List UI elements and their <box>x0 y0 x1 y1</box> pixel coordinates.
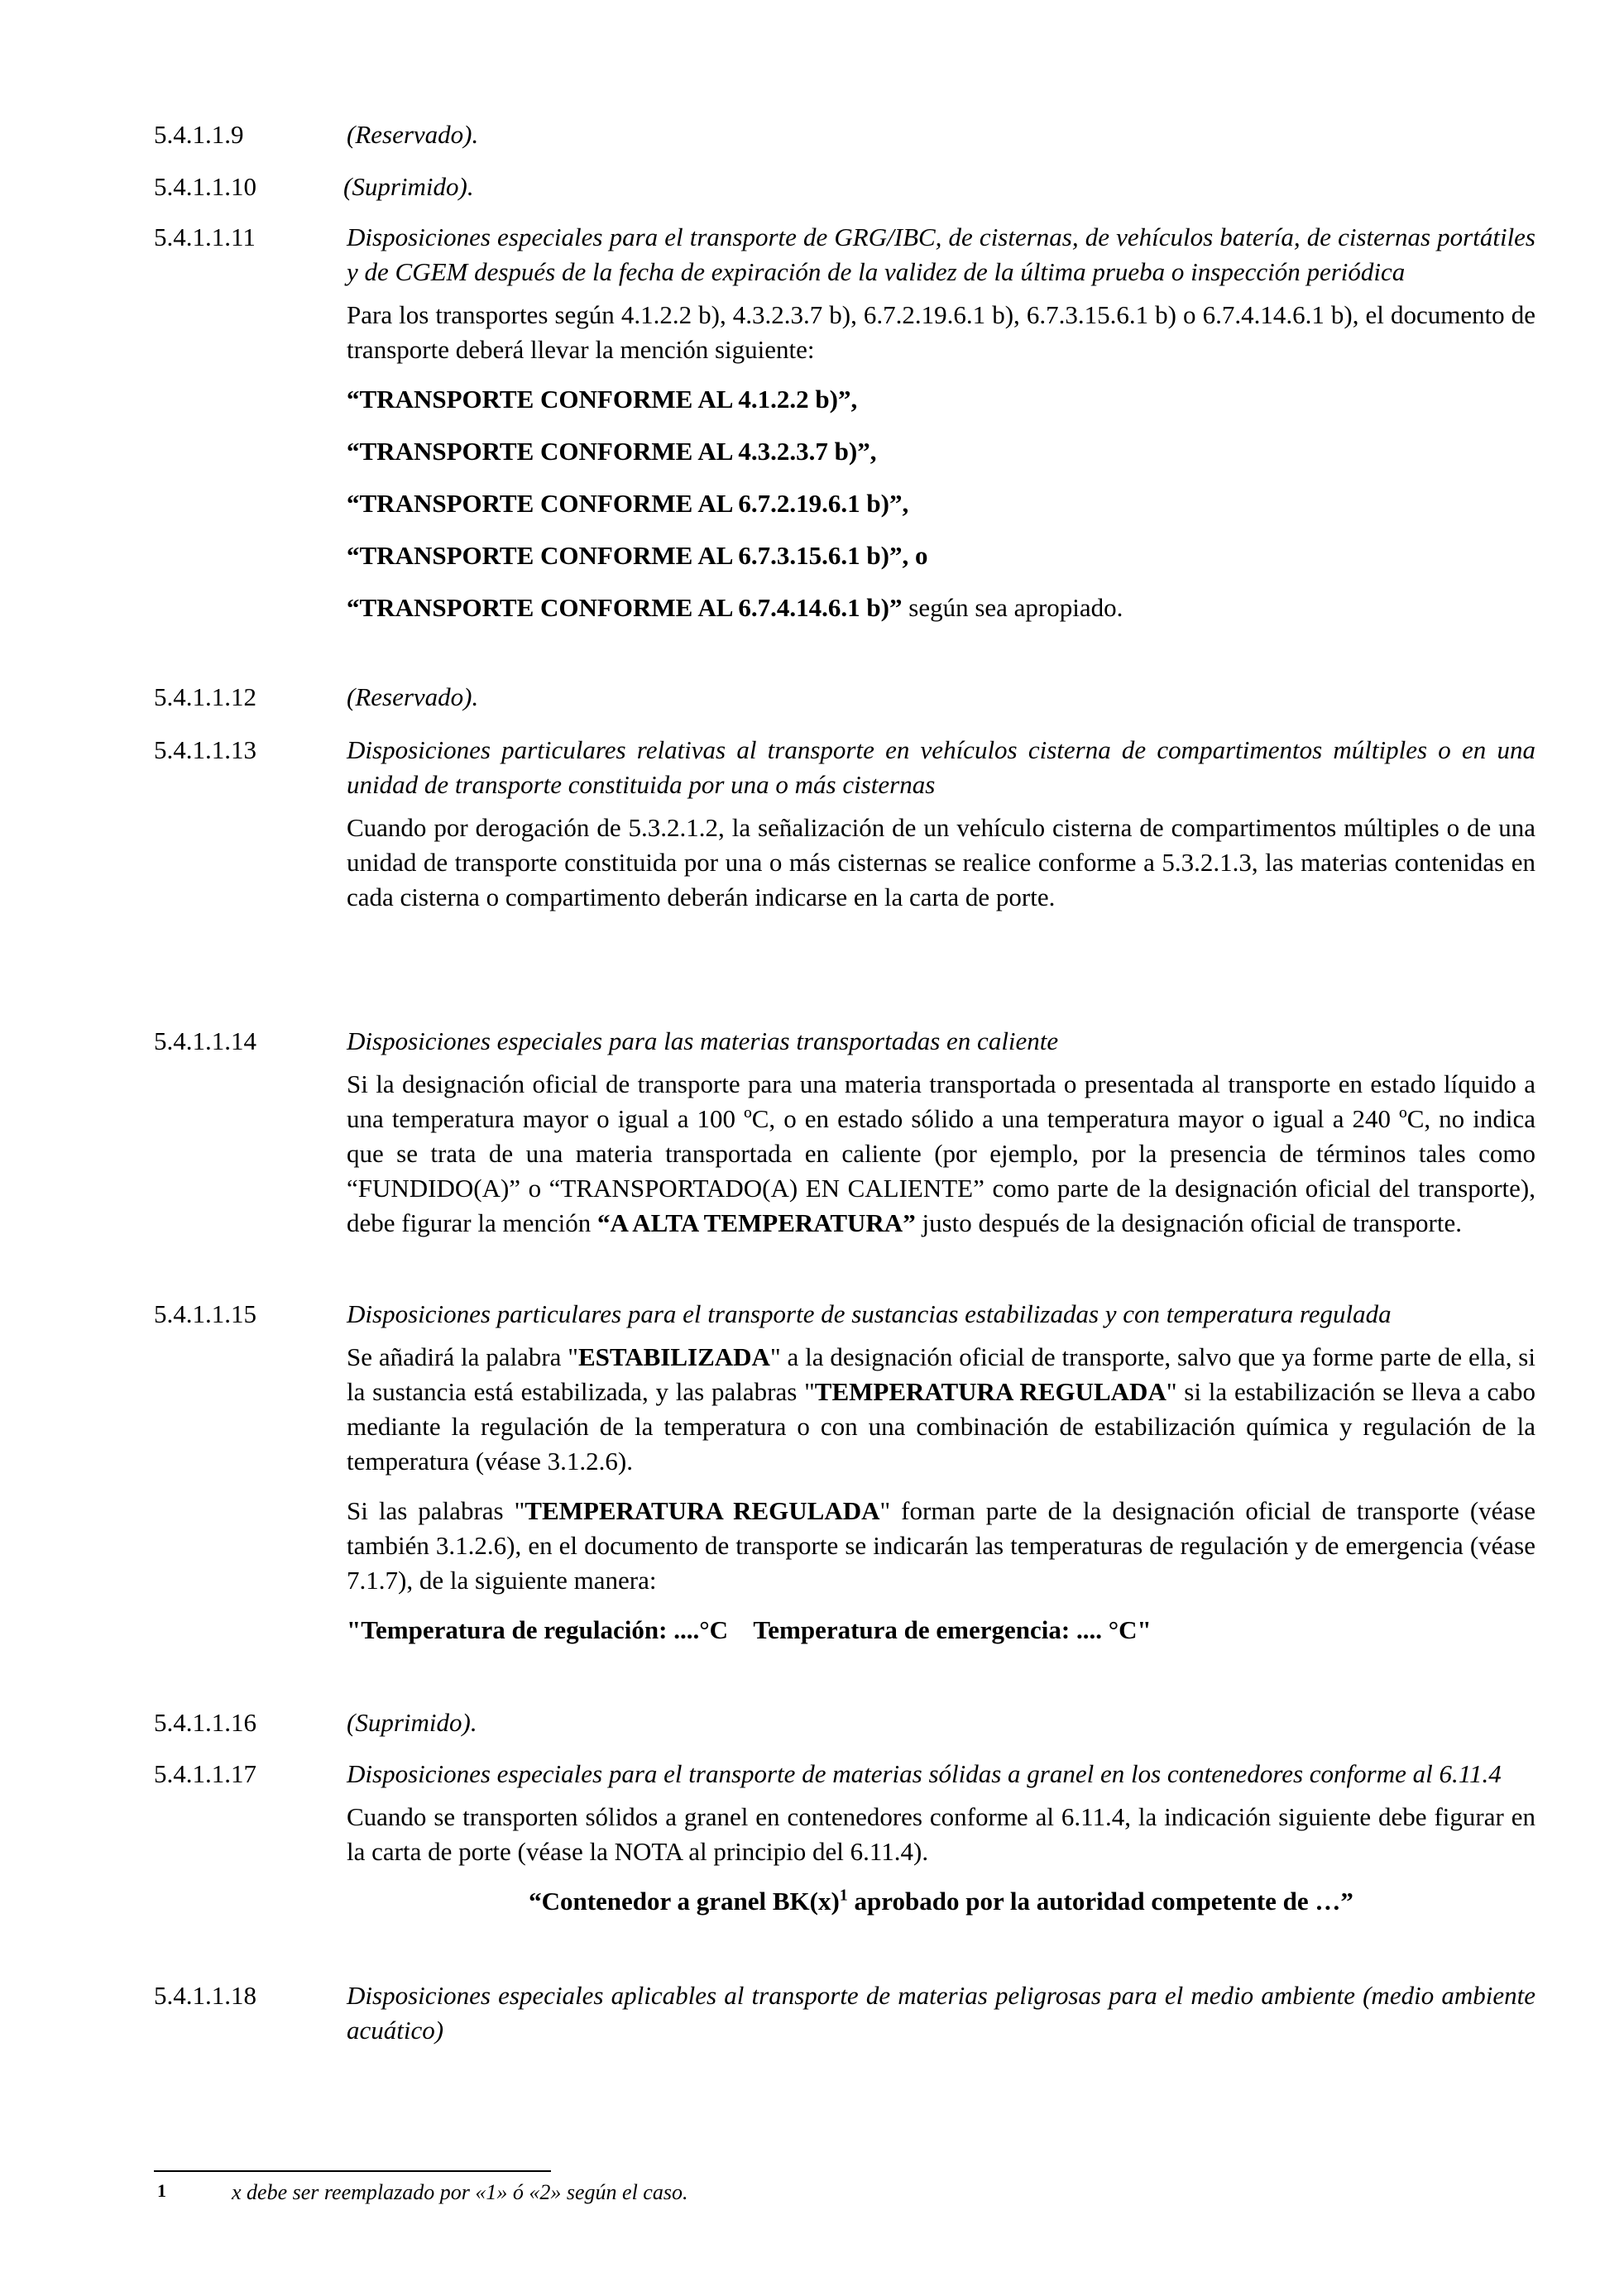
mention-text: “Contenedor a granel BK(x) <box>529 1887 840 1916</box>
section-5-4-1-1-9 <box>154 117 1535 160</box>
section-5-4-1-1-12 <box>154 680 1535 723</box>
mention-line: “TRANSPORTE CONFORME AL 6.7.2.19.6.1 b)”, <box>347 489 909 518</box>
footnote-ref: 1 <box>839 1886 848 1905</box>
section-number: 5.4.1.1.17 <box>154 1759 256 1788</box>
section-5-4-1-1-18 <box>154 1978 1535 2056</box>
mention-line: “TRANSPORTE CONFORME AL 4.3.2.3.7 b)”, <box>347 437 877 466</box>
bold-term: TEMPERATURA REGULADA <box>814 1377 1167 1406</box>
mention-text: aprobado por la autoridad competente de …” <box>847 1887 1353 1916</box>
paragraph-text: " si la estabilización se lleva a cabo mediante la regulación de la temperatura o con una combinación de estabilización química y regulación de la temperatura (véase 3.1.2.6). <box>347 1377 1535 1476</box>
section-number: 5.4.1.1.14 <box>154 1026 256 1055</box>
section-number: 5.4.1.1.10 <box>154 172 256 201</box>
paragraph <box>347 1494 1535 1598</box>
section-5-4-1-1-17 <box>154 1757 1535 1936</box>
section-5-4-1-1-16 <box>154 1705 1535 1748</box>
section-title: (Reservado). <box>347 682 479 711</box>
section-5-4-1-1-14 <box>154 1024 1535 1256</box>
section-title: Disposiciones especiales para las materias transportadas en caliente <box>347 1026 1059 1055</box>
section-5-4-1-1-11 <box>154 220 1535 643</box>
section-5-4-1-1-13 <box>154 733 1535 930</box>
paragraph: Para los transportes según 4.1.2.2 b), 4.3.2.3.7 b), 6.7.2.19.6.1 b), 6.7.3.15.6.1 b) o 6.7.4.14.6.1 b), el documento de transporte deberá llevar la mención siguiente: <box>347 300 1535 364</box>
paragraph-text: Si la designación oficial de transporte para una materia transportada o presentada al transporte en estado líquido a una temperatura mayor o igual a 100 ºC, o en estado sólido a una temperatura mayor o igual a 240 ºC, no indica que se trata de una materia transportada en caliente (por ejemplo, por la presencia de términos tales como “FUNDIDO(A)” o “TRANSPORTADO(A) EN CALIENTE” como parte de la designación oficial del transporte), debe figurar la mención <box>347 1069 1535 1237</box>
paragraph-text: Si las palabras " <box>347 1496 525 1525</box>
bold-mention: “A ALTA TEMPERATURA” <box>596 1208 916 1237</box>
section-number: 5.4.1.1.16 <box>154 1708 256 1737</box>
section-5-4-1-1-10 <box>154 170 1535 213</box>
paragraph: Cuando por derogación de 5.3.2.1.2, la señalización de un vehículo cisterna de compartimentos múltiples o de una unidad de transporte constituida por una o más cisternas se realice conforme a 5.3.2.1.3, las materias contenidas en cada cisterna o compartimento deberán indicarse en la carta de porte. <box>347 813 1535 911</box>
paragraph <box>347 1067 1535 1241</box>
section-title: (Suprimido). <box>347 1708 477 1737</box>
footnote-divider <box>154 2170 551 2172</box>
section-number: 5.4.1.1.18 <box>154 1981 256 2010</box>
section-number: 5.4.1.1.13 <box>154 735 256 764</box>
section-title: Disposiciones especiales para el transporte de materias sólidas a granel en los contenedores conforme al 6.11.4 <box>347 1759 1502 1788</box>
temperature-line: "Temperatura de regulación: ....°C Temperatura de emergencia: .... °C" <box>347 1615 1152 1644</box>
paragraph-text: " a la designación oficial de transporte, salvo que ya forme parte de ella, si la sustancia está estabilizada, y las palabras " <box>347 1342 1535 1406</box>
container-mention <box>347 1884 1535 1919</box>
section-title: Disposiciones particulares para el transporte de sustancias estabilizadas y con temperatura regulada <box>347 1299 1392 1328</box>
section-number: 5.4.1.1.12 <box>154 682 256 711</box>
bold-term: TEMPERATURA REGULADA <box>525 1496 880 1525</box>
section-number: 5.4.1.1.15 <box>154 1299 256 1328</box>
section-title: (Reservado). <box>347 120 479 149</box>
section-title: Disposiciones particulares relativas al transporte en vehículos cisterna de compartimentos múltiples o en una unidad de transporte constituida por una o más cisternas <box>347 735 1535 799</box>
section-5-4-1-1-15 <box>154 1297 1535 1665</box>
mention-tail: según sea apropiado. <box>902 593 1123 622</box>
mention-text: “TRANSPORTE CONFORME AL 6.7.4.14.6.1 b)” <box>347 593 903 622</box>
footnote-mark: 1 <box>157 2180 166 2201</box>
section-title: Disposiciones especiales aplicables al transporte de materias peligrosas para el medio ambiente (medio ambiente acuático) <box>347 1981 1535 2045</box>
paragraph-text: Se añadirá la palabra " <box>347 1342 578 1371</box>
paragraph: Cuando se transporten sólidos a granel en contenedores conforme al 6.11.4, la indicación siguiente debe figurar en la carta de porte (véase la NOTA al principio del 6.11.4). <box>347 1802 1535 1866</box>
mention-line <box>347 591 1535 625</box>
mention-line: “TRANSPORTE CONFORME AL 4.1.2.2 b)”, <box>347 385 858 414</box>
section-number: 5.4.1.1.9 <box>154 120 244 149</box>
section-title: Disposiciones especiales para el transporte de GRG/IBC, de cisternas, de vehículos batería, de cisternas portátiles y de CGEM después de la fecha de expiración de la validez de la última prueba o inspección periódica <box>347 222 1535 286</box>
section-title: (Suprimido). <box>343 172 474 201</box>
footnote-text: x debe ser reemplazado por «1» ó «2» según el caso. <box>232 2180 688 2204</box>
paragraph-text: justo después de la designación oficial de transporte. <box>915 1208 1462 1237</box>
paragraph <box>347 1340 1535 1479</box>
paragraph-text: " forman parte de la designación oficial de transporte (véase también 3.1.2.6), en el documento de transporte se indicarán las temperaturas de regulación y de emergencia (véase 7.1.7), de la siguiente manera: <box>347 1496 1535 1595</box>
mention-line: “TRANSPORTE CONFORME AL 6.7.3.15.6.1 b)”, o <box>347 541 928 570</box>
bold-term: ESTABILIZADA <box>577 1342 770 1371</box>
section-number: 5.4.1.1.11 <box>154 222 256 251</box>
